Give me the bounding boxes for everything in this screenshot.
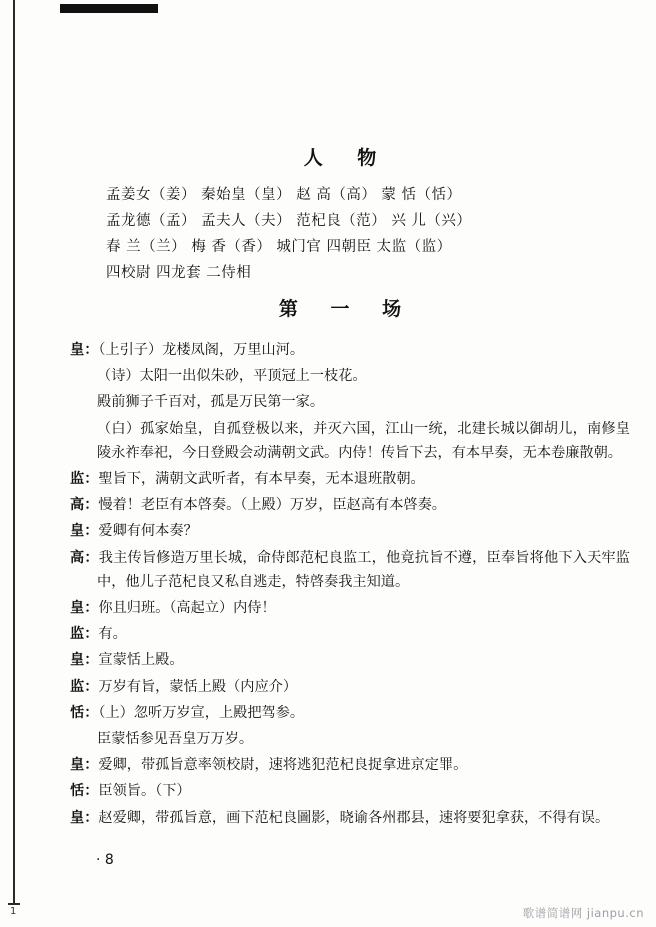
script-line: [70, 493, 630, 517]
script-line: [70, 779, 630, 803]
speaker-text: 臣蒙恬参见吾皇万万岁。: [97, 731, 254, 748]
script-line: [70, 338, 630, 362]
cast-row: 孟姜女（姜） 秦始皇（皇） 赵 高（高） 蒙 恬（恬）: [106, 187, 462, 203]
speaker-text: 臣领旨。（下）: [98, 783, 191, 800]
speaker-text: 慢着！老臣有本啓奏。（上殿）万岁，臣赵高有本啓奏。: [98, 497, 446, 514]
page-number: [96, 852, 114, 868]
speaker-label: 高：: [70, 497, 99, 514]
speaker-label: 皇：: [70, 600, 99, 617]
speaker-label: 恬：: [70, 704, 99, 721]
script-line: [70, 596, 630, 620]
speaker-text: 赵爱卿，带孤旨意，画下范杞良圖影，晓谕各州郡县，速将要犯拿获，不得有误。: [98, 809, 610, 826]
speaker-text: 殿前狮子千百对，孤是万民第一家。: [97, 394, 325, 411]
script-line: [70, 519, 630, 543]
speaker-text: （上引子）龙楼凤阁，万里山河。: [98, 342, 305, 358]
script-body: [70, 338, 630, 832]
speaker-text: 宣蒙恬上殿。: [98, 652, 184, 669]
speaker-label: 皇：: [70, 523, 99, 540]
scan-artifact-bottom-tick: [8, 903, 20, 905]
page-number-dot: ·: [96, 852, 101, 868]
script-line: [70, 390, 630, 414]
site-watermark: 歌谱简谱网 jianpu.cn: [522, 906, 644, 920]
script-line: [70, 675, 630, 699]
speaker-label: 监：: [70, 471, 99, 488]
speaker-label: 皇：: [70, 757, 99, 774]
speaker-text: 爱卿，带孤旨意率领校尉，速将逃犯范杞良捉拿进京定罪。: [98, 757, 468, 774]
cast-heading: 人 物: [303, 147, 391, 169]
speaker-text: 万岁有旨，蒙恬上殿（内应介）: [98, 678, 298, 695]
script-line: [70, 648, 630, 672]
speaker-text: （白）孤家始皇，自孤登极以来，并灭六国，江山一统，北建长城以御胡儿，南修皇陵永祚奉祀，今日登殿会动满朝文武。内侍！传旨下去，有本早奏，无本卷廉散朝。: [97, 420, 630, 461]
speaker-label: 监：: [70, 678, 99, 695]
speaker-label: 皇：: [70, 809, 99, 826]
script-line: [70, 417, 630, 465]
cast-row: 四校尉 四龙套 二侍相: [106, 265, 252, 281]
scan-artifact-bottom-number: 1: [10, 906, 17, 917]
script-line: [70, 701, 630, 725]
cast-row: 春 兰（兰） 梅 香（香） 城门官 四朝臣 太监（监）: [106, 239, 452, 255]
scan-artifact-left-rule: [13, 0, 15, 905]
speaker-label: 皇：: [70, 652, 99, 669]
speaker-text: （诗）太阳一出似朱砂，平顶冠上一枝花。: [97, 368, 367, 385]
speaker-text: （上）忽听万岁宣，上殿把驾参。: [98, 704, 305, 721]
speaker-text: 你且归班。（高起立）内侍！: [98, 600, 276, 617]
speaker-label: 高：: [70, 549, 99, 566]
speaker-text: 聖旨下，满朝文武听者，有本早奏，无本退班散朝。: [98, 471, 425, 488]
script-line: [70, 806, 630, 830]
speaker-text: 爱卿有何本奏？: [98, 523, 198, 540]
cast-row: 孟龙德（孟） 孟夫人（夫） 范杞良（范） 兴 儿（兴）: [106, 213, 472, 229]
script-line: [70, 622, 630, 646]
speaker-text: 有。: [98, 626, 127, 643]
script-line: [70, 727, 630, 751]
speaker-text: 我主传旨修造万里长城，命侍郎范杞良监工，他竟抗旨不遵，臣奉旨将他下入天牢监中，他儿子范杞良又私自逃走，特啓奏我主知道。: [97, 549, 630, 590]
cast-list: [106, 182, 626, 286]
script-line: [70, 753, 630, 777]
scene-heading: 第 一 场: [278, 298, 415, 320]
speaker-label: 皇：: [70, 342, 99, 358]
script-line: [70, 467, 630, 491]
script-line: [70, 364, 630, 388]
script-line: [70, 546, 630, 594]
speaker-label: 监：: [70, 626, 99, 643]
page-number-value: 8: [104, 852, 114, 868]
page-content: [40, 0, 640, 927]
speaker-label: 恬：: [70, 783, 99, 800]
